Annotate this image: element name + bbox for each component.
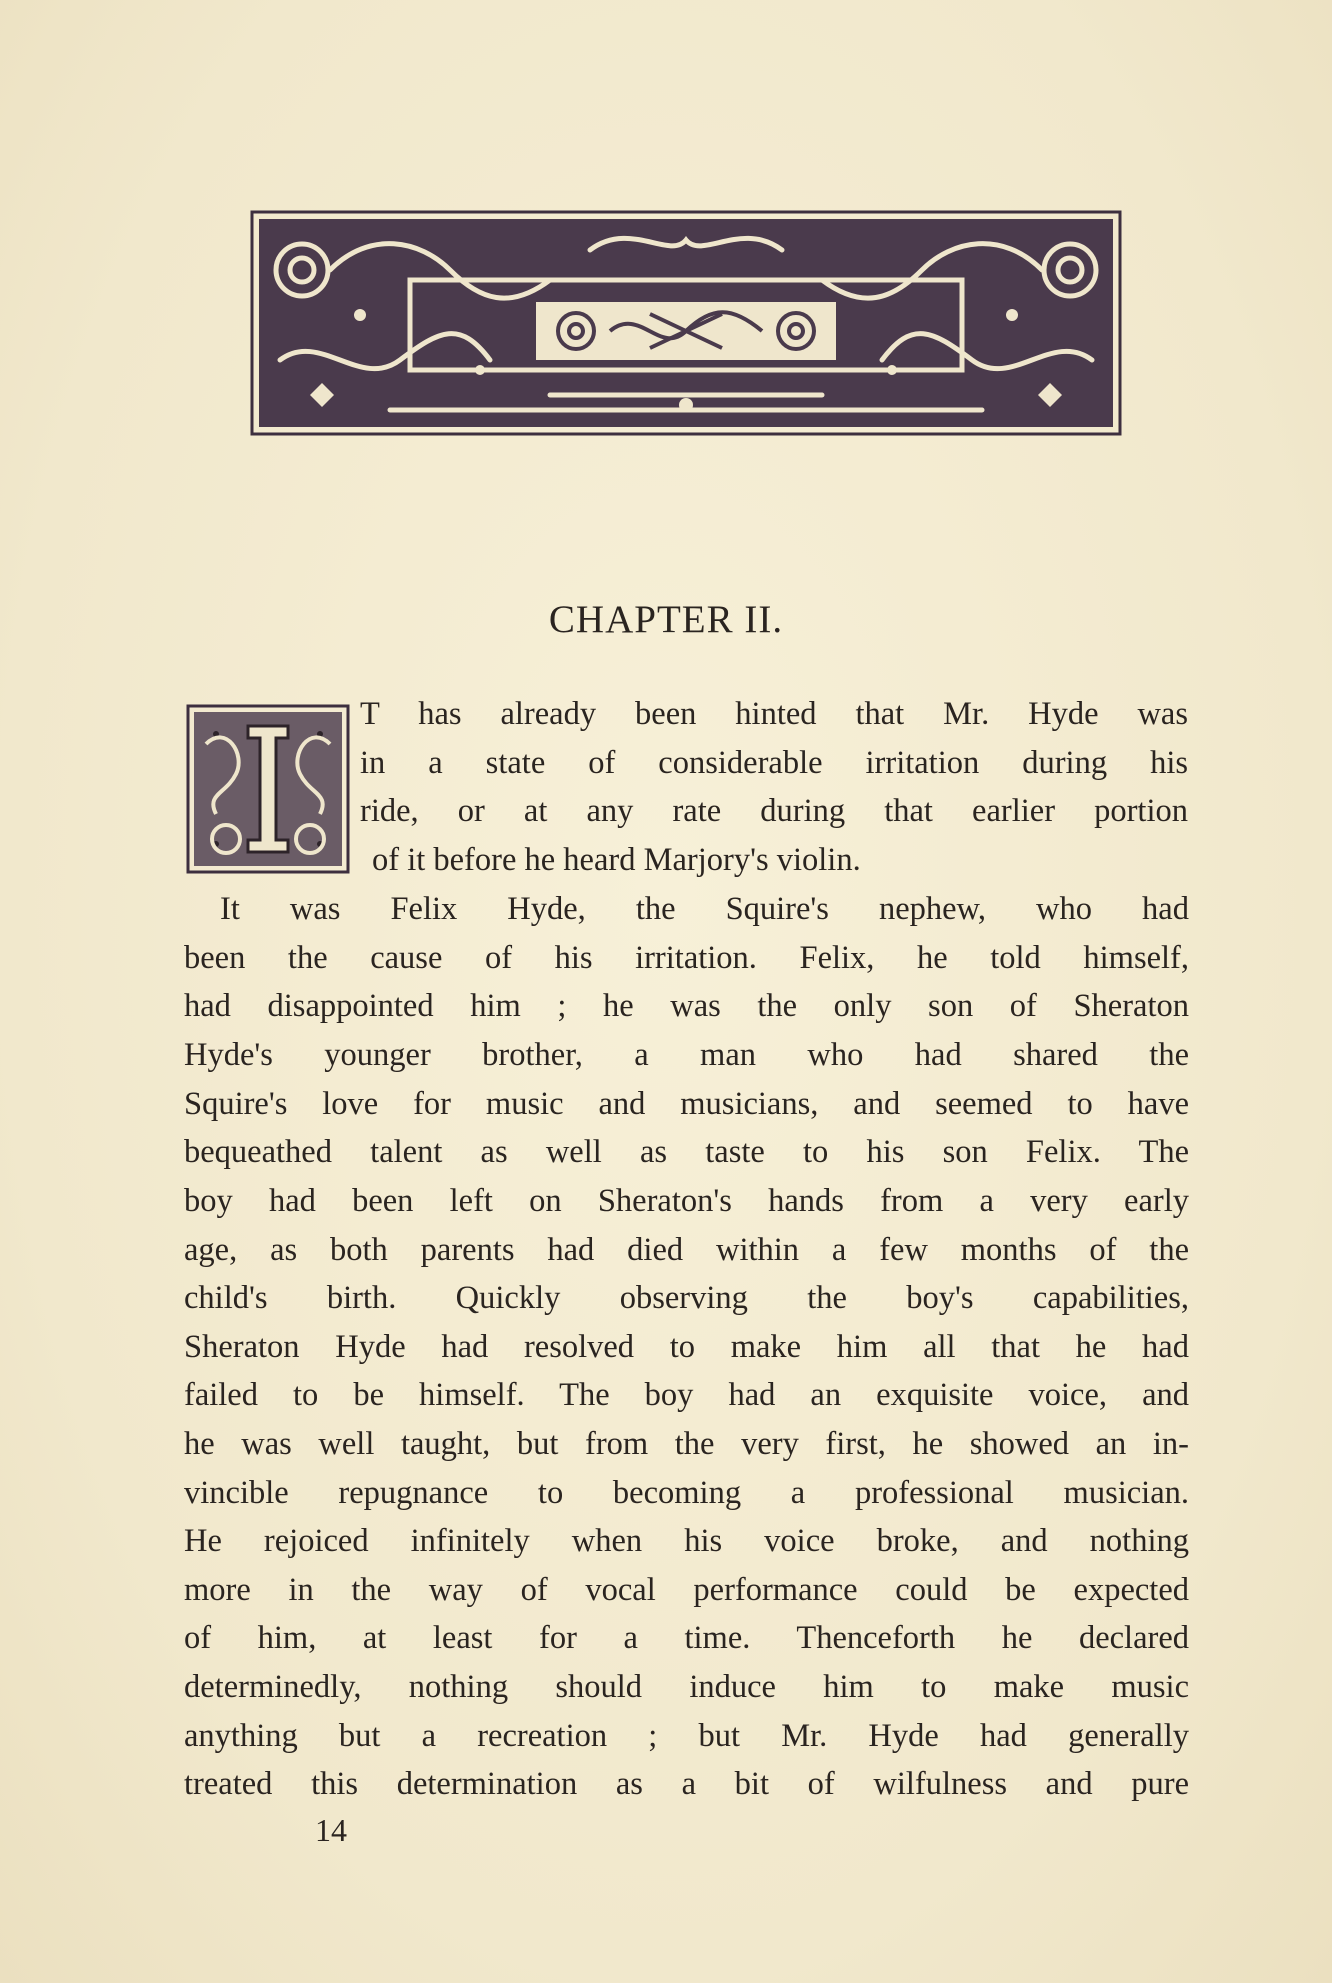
text-line: Sheraton Hyde had resolved to make him all that he had bbox=[184, 1329, 1189, 1365]
text-line: It was Felix Hyde, the Squire's nephew, who had bbox=[220, 891, 1189, 927]
page-number: 14 bbox=[315, 1812, 347, 1848]
chapter-headpiece-ornament bbox=[250, 210, 1122, 436]
text-line: vincible repugnance to becoming a professional musician. bbox=[184, 1475, 1189, 1511]
text-line: ride, or at any rate during that earlier portion bbox=[360, 793, 1188, 829]
text-line: been the cause of his irritation. Felix, he told himself, bbox=[184, 940, 1189, 976]
text-line: Hyde's younger brother, a man who had shared the bbox=[184, 1037, 1189, 1073]
text-line: of it before he heard Marjory's violin. bbox=[372, 842, 861, 878]
text-line: anything but a recreation ; but Mr. Hyde had generally bbox=[184, 1718, 1189, 1754]
chapter-title: CHAPTER II. bbox=[548, 598, 784, 641]
text-line: had disappointed him ; he was the only son of Sheraton bbox=[184, 988, 1189, 1024]
text-line: T has already been hinted that Mr. Hyde was bbox=[360, 696, 1188, 732]
text-line: child's birth. Quickly observing the boy's capabilities, bbox=[184, 1280, 1189, 1316]
text-line: he was well taught, but from the very first, he showed an in- bbox=[184, 1426, 1189, 1462]
text-line: failed to be himself. The boy had an exquisite voice, and bbox=[184, 1377, 1189, 1413]
text-line: Squire's love for music and musicians, and seemed to have bbox=[184, 1086, 1189, 1122]
text-line: in a state of considerable irritation during his bbox=[360, 745, 1188, 781]
text-line: of him, at least for a time. Thenceforth he declared bbox=[184, 1620, 1189, 1656]
text-line: He rejoiced infinitely when his voice broke, and nothing bbox=[184, 1523, 1189, 1559]
text-line: boy had been left on Sheraton's hands from a very early bbox=[184, 1183, 1189, 1219]
ornamental-dropcap bbox=[186, 704, 350, 874]
text-line: treated this determination as a bit of wilfulness and pure bbox=[184, 1766, 1189, 1802]
text-line: more in the way of vocal performance could be expected bbox=[184, 1572, 1189, 1608]
text-line: bequeathed talent as well as taste to his son Felix. The bbox=[184, 1134, 1189, 1170]
text-line: age, as both parents had died within a few months of the bbox=[184, 1232, 1189, 1268]
text-line: determinedly, nothing should induce him to make music bbox=[184, 1669, 1189, 1705]
